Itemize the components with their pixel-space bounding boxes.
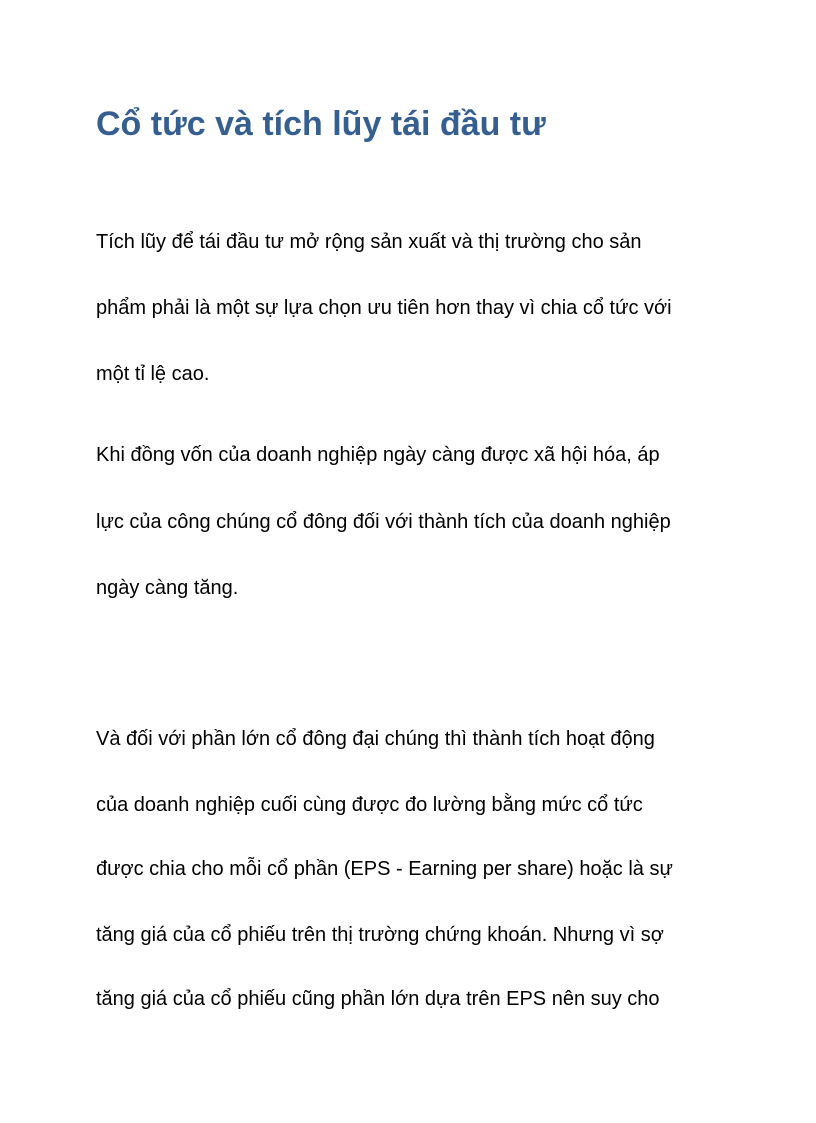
paragraph-1-line-2: phẩm phải là một sự lựa chọn ưu tiên hơn thay vì chia cổ tức với [96, 297, 672, 319]
paragraph-1-line-3: một tỉ lệ cao. [96, 363, 210, 385]
paragraph-3-line-4: tăng giá của cổ phiếu trên thị trường chứng khoán. Nhưng vì sợ [96, 924, 664, 946]
paragraph-3-line-3: được chia cho mỗi cổ phần (EPS - Earning per share) hoặc là sự [96, 858, 673, 880]
paragraph-2-line-1: Khi đồng vốn của doanh nghiệp ngày càng được xã hội hóa, áp [96, 444, 660, 466]
paragraph-2-line-2: lực của công chúng cổ đông đối với thành tích của doanh nghiệp [96, 511, 671, 533]
paragraph-1-line-1: Tích lũy để tái đầu tư mở rộng sản xuất và thị trường cho sản [96, 231, 642, 253]
document-title: Cổ tức và tích lũy tái đầu tư [96, 105, 546, 143]
paragraph-3-line-5: tăng giá của cổ phiếu cũng phần lớn dựa trên EPS nên suy cho [96, 988, 660, 1010]
paragraph-2-line-3: ngày càng tăng. [96, 577, 239, 599]
paragraph-3-line-1: Và đối với phần lớn cổ đông đại chúng thì thành tích hoạt động [96, 728, 655, 750]
paragraph-3-line-2: của doanh nghiệp cuối cùng được đo lường bằng mức cổ tức [96, 794, 643, 816]
